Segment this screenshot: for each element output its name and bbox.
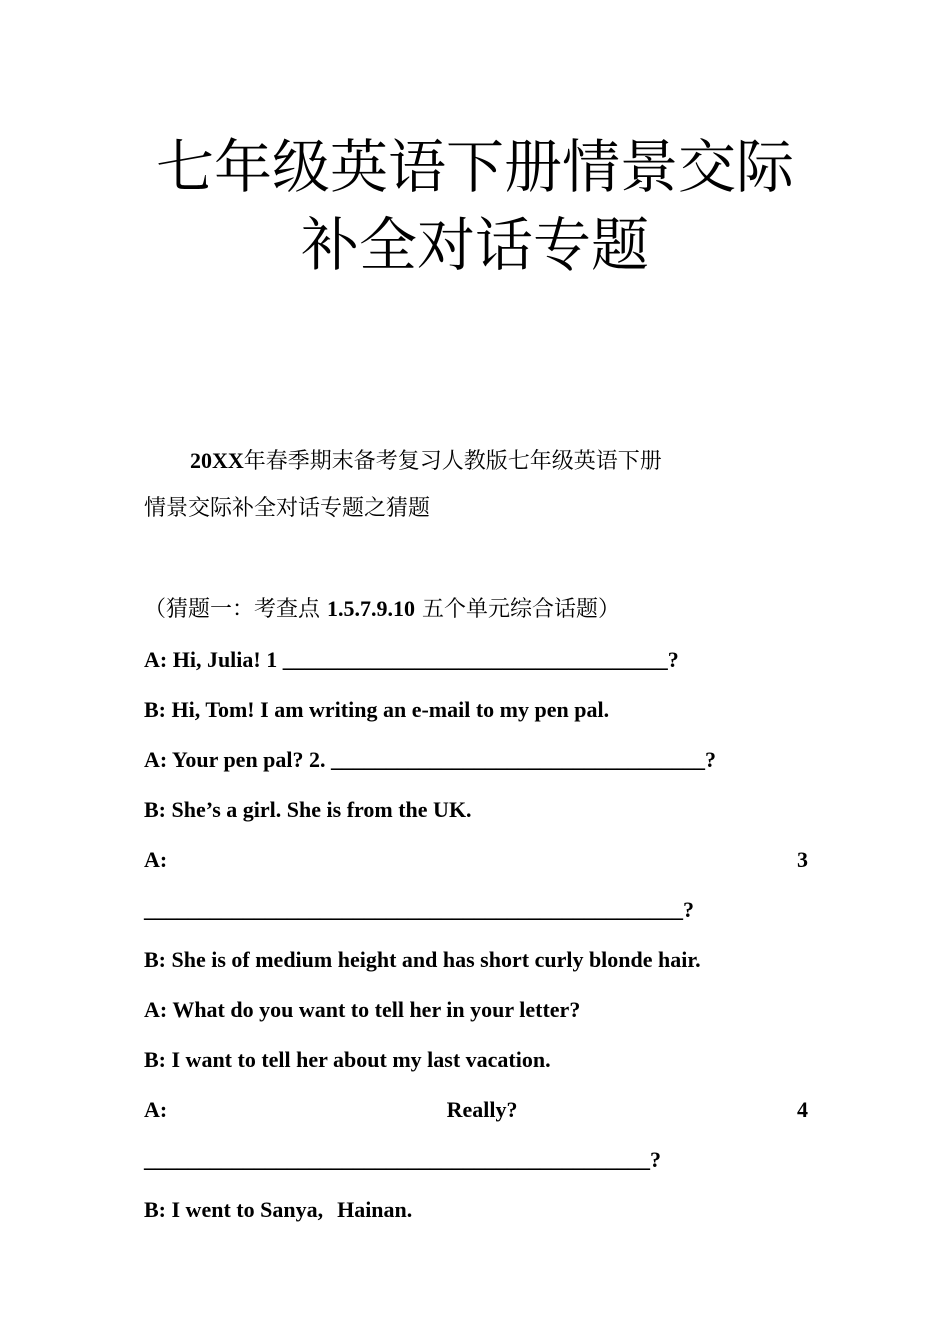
dialogue-line-5-number: 3 — [797, 847, 808, 872]
subtitle-line-1 — [190, 446, 854, 477]
document-title-line-1: 七年级英语下册情景交际 — [155, 133, 794, 201]
dialogue-line-10-speaker: A: — [144, 1097, 168, 1122]
guess-heading — [144, 594, 808, 625]
dialogue-line-10-number: 4 — [796, 1097, 808, 1122]
dialogue-line-9: B: I want to tell her about my last vacation. — [144, 1047, 551, 1072]
subtitle-line-2: 情景交际补全对话专题之猜题 — [144, 496, 431, 521]
dialogue-line-3: A: Your pen pal? 2. __________________________________? — [144, 747, 717, 772]
guess-points: 1.5.7.9.10 — [327, 596, 416, 621]
dialogue-line-12 — [144, 1195, 808, 1225]
dialogue-line-10-word: Really? — [446, 1097, 518, 1122]
guess-prefix: （猜题一：考查点 — [144, 597, 321, 622]
dialogue-line-11-blank: ______________________________________________? — [144, 1147, 661, 1172]
dialogue-line-10 — [144, 1095, 808, 1125]
subtitle-year: 20XX — [190, 448, 244, 473]
document-title-line-2: 补全对话专题 — [300, 211, 649, 279]
dialogue-line-5 — [144, 845, 808, 875]
dialogue-line-1: A: Hi, Julia! 1 ___________________________________? — [144, 647, 679, 672]
dialogue-line-4: B: She’s a girl. She is from the UK. — [144, 797, 472, 822]
dialogue-line-2: B: Hi, Tom! I am writing an e-mail to my pen pal. — [144, 697, 610, 722]
subtitle-line-1-text: 年春季期末备考复习人教版七年级英语下册 — [243, 449, 662, 474]
dialogue-line-8: A: What do you want to tell her in your letter? — [144, 997, 581, 1022]
dialogue-line-6-blank: _________________________________________________? — [144, 897, 694, 922]
dialogue-line-5-speaker: A: — [144, 847, 168, 872]
guess-suffix: 五个单元综合话题） — [422, 597, 621, 622]
dialogue-line-12-part-a: B: I went to Sanya, — [144, 1197, 324, 1222]
dialogue-line-12-part-b: Hainan. — [337, 1197, 413, 1222]
dialogue-line-7: B: She is of medium height and has short curly blonde hair. — [144, 947, 701, 972]
